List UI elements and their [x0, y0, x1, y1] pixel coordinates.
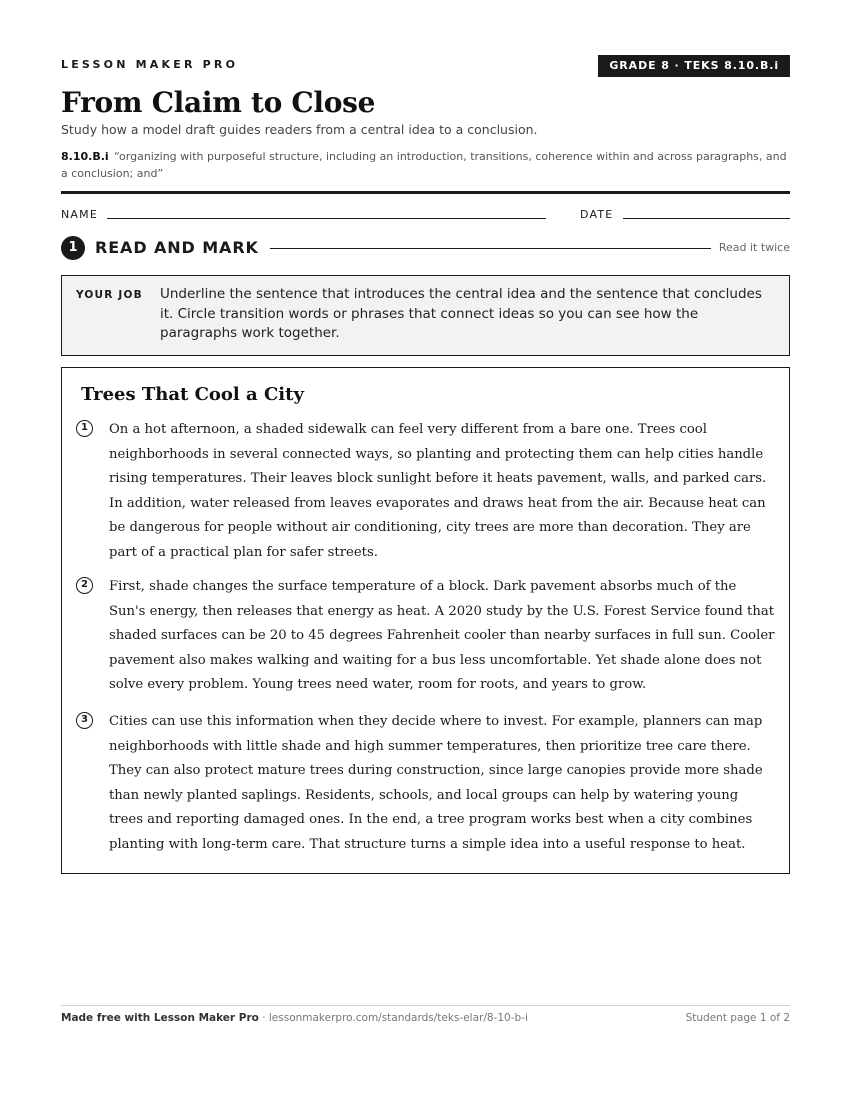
- standard-text: “organizing with purposeful structure, including an introduction, transitions, coherence within and across paragraphs, and a conclusion; and”: [61, 150, 787, 180]
- paragraph-text: First, shade changes the surface temperature of a block. Dark pavement absorbs much of the Sun's energy, then releases that energy as heat. A 2020 study by the U.S. Forest Service found that shaded surfaces can be 20 to 45 degrees Fahrenheit cooler than nearby surfaces in full sun. Cooler pavement also makes walking and waiting for a bus less uncomfortable. Yet shade alone does not solve every problem. Young trees need water, room for roots, and years to grow.: [109, 579, 775, 693]
- page-subtitle: Study how a model draft guides readers from a central idea to a conclusion.: [61, 122, 538, 137]
- name-field[interactable]: [107, 218, 546, 219]
- passage-title: Trees That Cool a City: [81, 384, 304, 405]
- brand-name: LESSON MAKER PRO: [61, 58, 239, 71]
- page-title: From Claim to Close: [61, 86, 376, 119]
- header-bar: [61, 55, 790, 77]
- date-field[interactable]: [623, 218, 790, 219]
- instructions-box: [61, 275, 790, 356]
- paragraph-text: Cities can use this information when they decide where to invest. For example, planners can map neighborhoods with little shade and high summer temperatures, then prioritize tree care there. They can also protect mature trees during construction, since large canopies provide more shade than newly planted saplings. Residents, schools, and local groups can help by watering young trees and reporting damaged ones. In the end, a tree program works best when a city combines planting with long-term care. That structure turns a simple idea into a useful response to heat.: [109, 714, 763, 852]
- footer-divider: [61, 1005, 790, 1006]
- instructions-text: Underline the sentence that introduces the central idea and the sentence that concludes it. Circle transition words or phrases that connect ideas so you can see how the paragraphs work together.: [160, 286, 762, 341]
- paragraph-text: On a hot afternoon, a shaded sidewalk can feel very different from a bare one. Trees cool neighborhoods in several connected ways, so planting and protecting them can help cities handle rising temperatures. Their leaves block sunlight before it heats pavement, walls, and parked cars. In addition, water released from leaves evaporates and draws heat from the air. Because heat can be dangerous for people without air conditioning, city trees are more than decoration. They are part of a practical plan for safer streets.: [109, 422, 767, 560]
- instructions-label: YOUR JOB: [76, 289, 143, 301]
- section-divider: [270, 248, 711, 249]
- paragraph-number: 1: [76, 420, 93, 437]
- date-label: DATE: [580, 208, 614, 221]
- paragraph-number: 2: [76, 577, 93, 594]
- footer-separator: ·: [258, 1012, 269, 1024]
- section-title: READ AND MARK: [95, 238, 259, 257]
- standard-code: 8.10.B.i: [61, 150, 109, 163]
- footer: [61, 1012, 790, 1024]
- footer-url[interactable]: lessonmakerpro.com/standards/teks-elar/8-10-b-i: [268, 1012, 528, 1024]
- page-indicator: Student page 1 of 2: [685, 1012, 790, 1024]
- header-divider: [61, 191, 790, 194]
- paragraph-number: 3: [76, 712, 93, 729]
- name-label: NAME: [61, 208, 98, 221]
- footer-credit: Made free with Lesson Maker Pro: [61, 1012, 259, 1024]
- reading-passage: [61, 367, 790, 874]
- grade-badge: GRADE 8 · TEKS 8.10.B.i: [598, 55, 790, 77]
- name-date-row: [61, 207, 790, 223]
- step-number-badge: 1: [61, 236, 85, 260]
- section-note: Read it twice: [718, 241, 790, 254]
- standard-description: [61, 148, 790, 182]
- section-header: [61, 236, 790, 260]
